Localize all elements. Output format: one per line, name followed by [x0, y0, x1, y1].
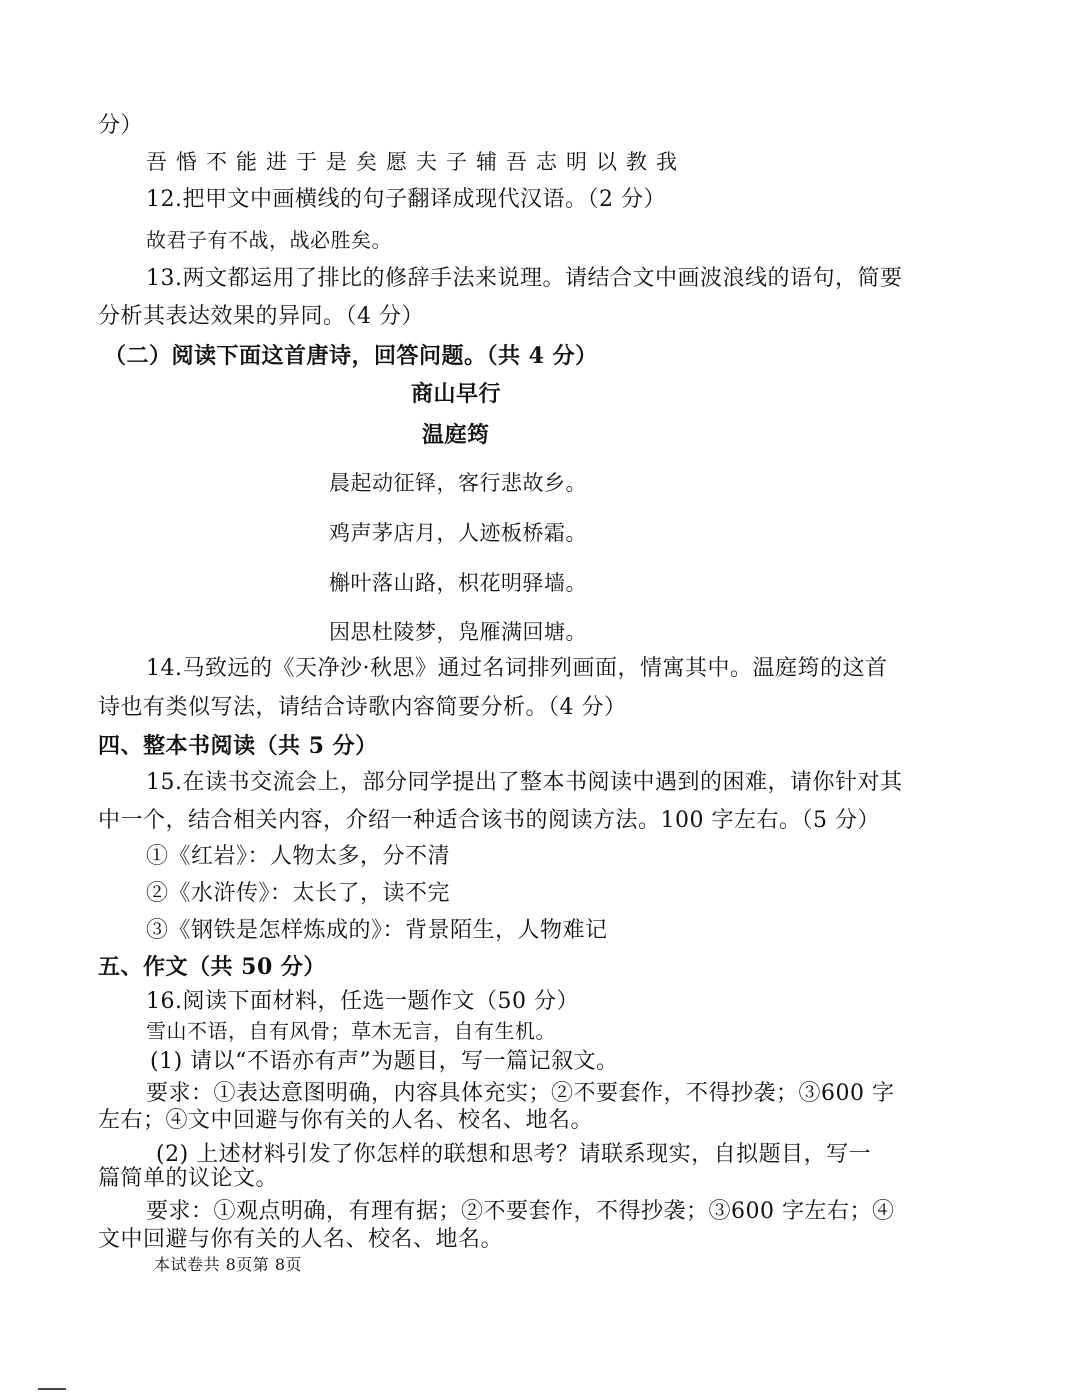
- text-line: 雪山不语，自有风骨；草木无言，自有生机。: [146, 1019, 556, 1043]
- text-line: 篇简单的议论文。: [98, 1166, 279, 1191]
- list-item: ②《水浒传》：太长了，读不完: [146, 881, 451, 906]
- poem-verse: 晨起动征铎，客行悲故乡。: [329, 471, 587, 495]
- text-line: 分）: [98, 113, 144, 138]
- section-heading: 五、作文（共 50 分）: [98, 954, 326, 980]
- text-line: 故君子有不战，战必胜矣。: [146, 228, 392, 252]
- section-heading: （二）阅读下面这首唐诗，回答问题。（共 4 分）: [104, 343, 598, 369]
- text-line: (1) 请以“不语亦有声”为题目，写一篇记叙文。: [150, 1049, 619, 1074]
- poem-author: 温庭筠: [422, 422, 490, 448]
- page-footer: 本试卷共 8页第 8页: [154, 1255, 303, 1274]
- question-16: 16.阅读下面材料，任选一题作文（50 分）: [146, 989, 579, 1014]
- text-line: 中一个，结合相关内容，介绍一种适合该书的阅读方法。100 字左右。（5 分）: [98, 808, 880, 833]
- text-line: 分析其表达效果的异同。（4 分）: [98, 304, 424, 329]
- text-line: 要求：①观点明确，有理有据；②不要套作，不得抄袭；③600 字左右；④: [146, 1199, 895, 1224]
- section-heading: 四、整本书阅读（共 5 分）: [98, 733, 378, 759]
- poem-verse: 因思杜陵梦，凫雁满回塘。: [329, 620, 587, 644]
- text-line: 吾惛不能进于是矣愿夫子辅吾志明以教我: [146, 150, 686, 174]
- poem-verse: 鸡声茅店月，人迹板桥霜。: [329, 521, 587, 545]
- text-line: 要求：①表达意图明确，内容具体充实；②不要套作，不得抄袭；③600 字: [146, 1081, 895, 1106]
- text-line: 诗也有类似写法，请结合诗歌内容简要分析。（4 分）: [98, 695, 627, 720]
- poem-verse: 槲叶落山路，枳花明驿墙。: [329, 571, 587, 595]
- question-15: 15.在读书交流会上，部分同学提出了整本书阅读中遇到的困难，请你针对其: [146, 770, 903, 795]
- text-line: (2) 上述材料引发了你怎样的联想和思考？请联系现实，自拟题目，写一: [156, 1142, 872, 1167]
- question-14: 14.马致远的《天净沙·秋思》通过名词排列画面，情寓其中。温庭筠的这首: [146, 656, 888, 681]
- question-13: 13.两文都运用了排比的修辞手法来说理。请结合文中画波浪线的语句，简要: [146, 266, 903, 291]
- list-item: ③《钢铁是怎样炼成的》：背景陌生，人物难记: [146, 918, 608, 943]
- list-item: ①《红岩》：人物太多，分不清: [146, 844, 451, 869]
- poem-title: 商山早行: [411, 381, 502, 407]
- text-line: 左右；④文中回避与你有关的人名、校名、地名。: [98, 1108, 594, 1133]
- question-12: 12.把甲文中画横线的句子翻译成现代汉语。（2 分）: [146, 187, 666, 212]
- scan-edge-mark: [38, 1388, 66, 1390]
- text-line: 文中回避与你有关的人名、校名、地名。: [98, 1227, 504, 1252]
